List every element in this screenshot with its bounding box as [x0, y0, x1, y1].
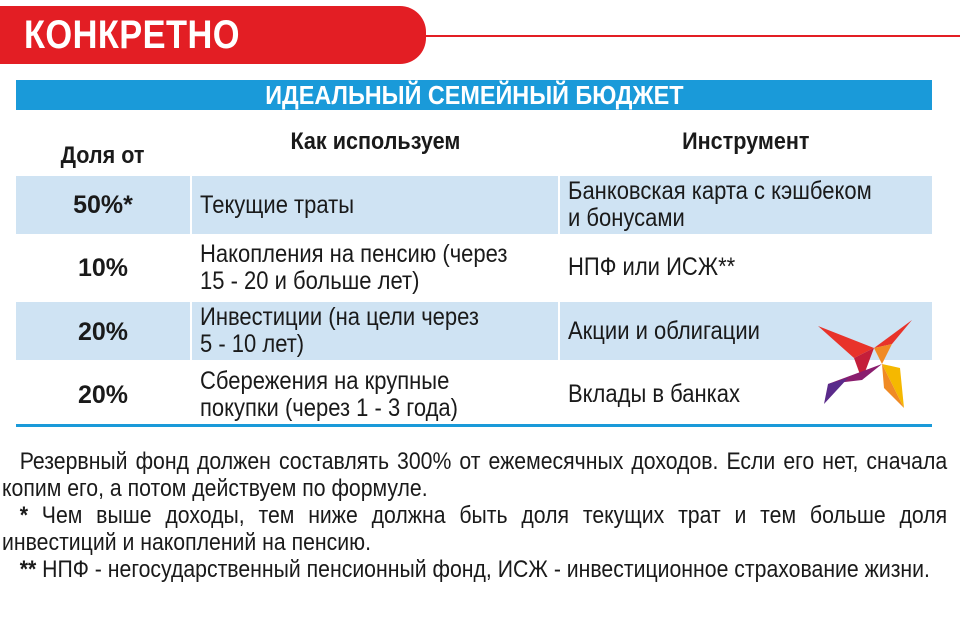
column-divider-3 — [190, 302, 192, 360]
column-header-tool — [560, 128, 932, 156]
note-star2-text: НПФ - негосударственный пенсионный фонд, ИСЖ - инвестиционное страхование жизни. — [42, 556, 930, 583]
column-header-usage-label: Как используем — [290, 128, 460, 155]
bird-logo-icon — [818, 318, 912, 410]
column-header-share-label: Доля от — [61, 142, 145, 169]
row-4-tool: Вклады в банках — [568, 380, 741, 408]
row-3-usage: Инвестиции (на цели через 5 - 10 лет) — [200, 303, 479, 358]
note-reserve: Резервный фонд должен составлять 300% от ежемесячных доходов. Если его нет, сначала копим его, а потом действуем по формуле. — [2, 448, 948, 502]
note-star2-mark: ** — [19, 556, 37, 583]
row-4-usage: Сбережения на крупные покупки (через 1 - 3 года) — [200, 367, 459, 422]
header-divider — [420, 35, 960, 37]
table-title — [16, 80, 932, 110]
row-4-share: 20% — [77, 381, 129, 409]
note-star1-text: Чем выше доходы, тем ниже должна быть доля текущих трат и тем больше доля инвестиций и накоплений на пенсию. — [2, 502, 948, 556]
column-header-usage — [192, 128, 558, 156]
row-1-share: 50%* — [73, 191, 133, 219]
note-star2 — [2, 556, 947, 583]
row-2-share: 10% — [77, 254, 129, 282]
column-divider-1 — [190, 176, 192, 234]
note-star1 — [2, 502, 947, 556]
column-divider-2 — [558, 176, 560, 234]
notes — [2, 448, 947, 583]
row-2-usage: Накопления на пенсию (через 15 - 20 и больше лет) — [200, 240, 508, 295]
note-star1-mark: * — [19, 502, 28, 529]
header-tag-label: КОНКРЕТНО — [24, 13, 240, 57]
table-title-label: ИДЕАЛЬНЫЙ СЕМЕЙНЫЙ БЮДЖЕТ — [264, 80, 684, 110]
row-1-usage: Текущие траты — [200, 191, 354, 219]
row-3-share: 20% — [77, 318, 129, 346]
row-2-tool: НПФ или ИСЖ** — [568, 253, 736, 281]
header-tag — [0, 6, 426, 64]
table-bottom-rule — [16, 424, 932, 427]
column-header-tool-label: Инструмент — [682, 128, 810, 155]
column-divider-4 — [558, 302, 560, 360]
row-3-tool: Акции и облигации — [568, 317, 760, 345]
row-1-tool: Банковская карта с кэшбеком и бонусами — [568, 177, 872, 232]
